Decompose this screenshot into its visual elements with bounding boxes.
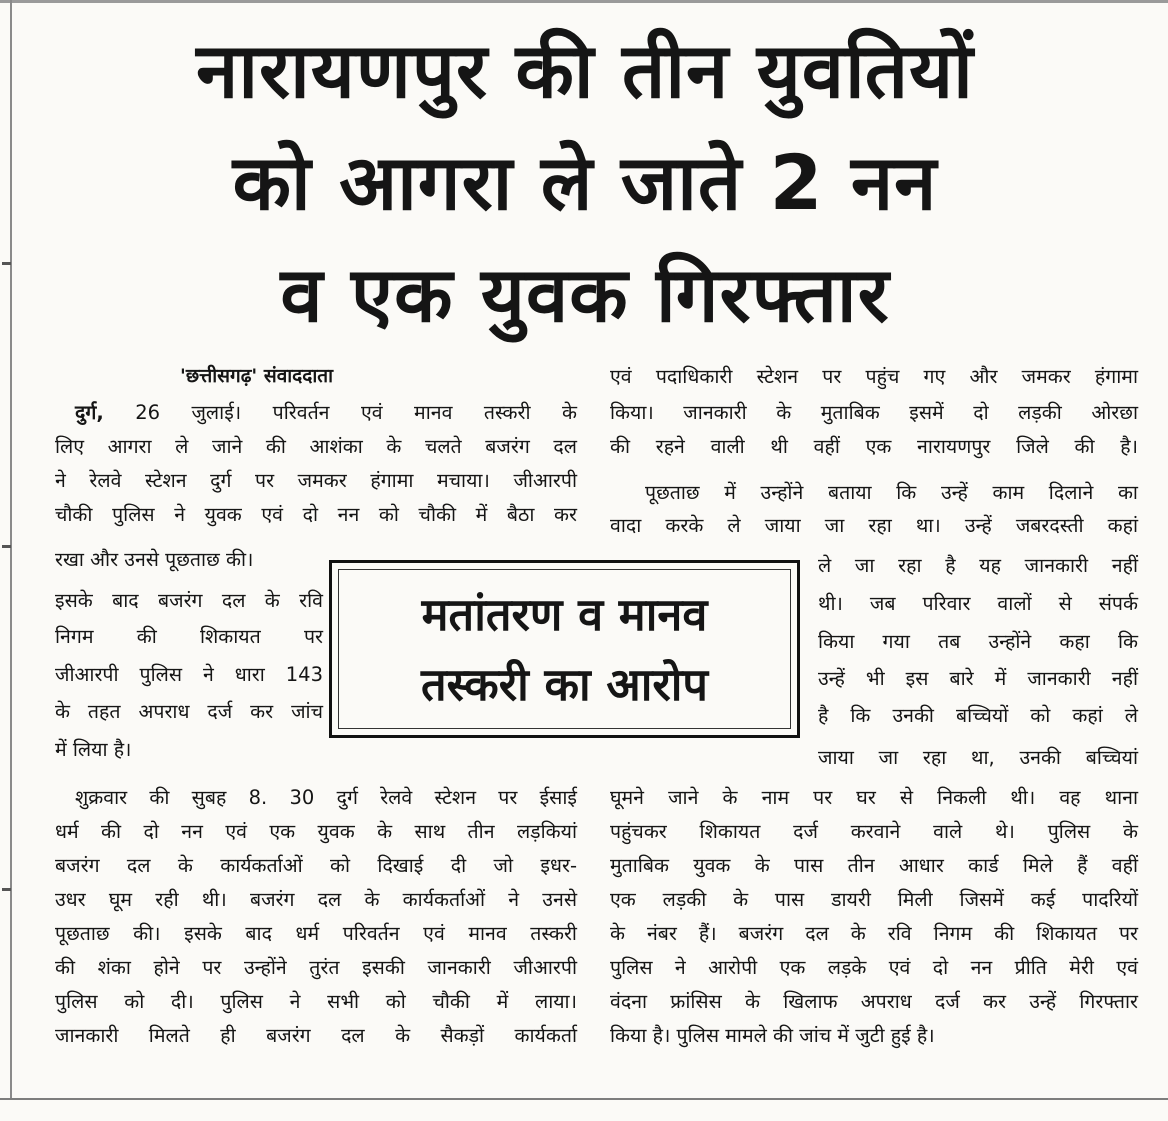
pull-quote-box [329, 560, 800, 738]
right-column-line: उन्हें भी इस बारे में जानकारी नहीं [818, 667, 1138, 690]
pull-quote-line-1: मतांतरण व मानव [421, 588, 708, 641]
left-column-line: निगम की शिकायत पर [55, 625, 323, 648]
margin-tick [2, 545, 11, 548]
right-column-line: ले जा रहा है यह जानकारी नहीं [818, 554, 1138, 577]
right-column-line: जाया जा रहा था, उनकी बच्चियां [818, 746, 1138, 769]
right-column-line: वंदना फ्रांसिस के खिलाफ अपराध दर्ज कर उन्हें गिरफ्तार [610, 990, 1138, 1013]
left-column-line: जीआरपी पुलिस ने धारा 143 [55, 663, 323, 686]
margin-tick [2, 888, 11, 891]
left-column-line [75, 398, 577, 428]
left-column-line: पूछताछ की। इसके बाद धर्म परिवर्तन एवं मानव तस्करी [55, 922, 577, 945]
right-column-line: मुताबिक युवक के पास तीन आधार कार्ड मिले हैं वहीं [610, 854, 1138, 877]
headline-line-1: नारायणपुर की तीन युवतियों [196, 26, 974, 115]
left-column-line: की शंका होने पर उन्होंने तुरंत इसकी जानकारी जीआरपी [55, 956, 577, 979]
headline-line-2: को आगरा ले जाते 2 नन [232, 138, 938, 227]
right-column-line: घूमने जाने के नाम पर घर से निकली थी। वह थाना [610, 786, 1138, 809]
left-column-line: के तहत अपराध दर्ज कर जांच [55, 700, 323, 723]
right-column-line: एवं पदाधिकारी स्टेशन पर पहुंच गए और जमकर हंगामा [610, 365, 1138, 388]
right-column-line: पुलिस ने आरोपी एक लड़के एवं दो नन प्रीति मेरी एवं [610, 956, 1138, 979]
right-column-line: पहुंचकर शिकायत दर्ज करवाने वाले थे। पुलिस के [610, 820, 1138, 843]
right-column-line: वादा करके ले जाया जा रहा था। उन्हें जबरदस्ती कहां [610, 514, 1138, 537]
byline: 'छत्तीसगढ़' संवाददाता [180, 365, 334, 387]
right-column-line: की रहने वाली थी वहीं एक नारायणपुर जिले की है। [610, 435, 1138, 458]
left-column-line: पुलिस को दी। पुलिस ने सभी को चौकी में लाया। [55, 990, 577, 1013]
left-column-line: ने रेलवे स्टेशन दुर्ग पर जमकर हंगामा मचाया। जीआरपी [55, 469, 577, 492]
left-column-line: रखा और उनसे पूछताछ की। [55, 548, 254, 571]
column-margin-line [10, 0, 12, 1098]
left-column-line: धर्म की दो नन एवं एक युवक के साथ तीन लड़कियां [55, 820, 577, 843]
left-column-line: शुक्रवार की सुबह 8. 30 दुर्ग रेलवे स्टेशन पर ईसाई [75, 786, 577, 809]
headline-line-3: व एक युवक गिरफ्तार [280, 250, 890, 339]
right-column-line: के नंबर हैं। बजरंग दल के रवि निगम की शिकायत पर [610, 922, 1138, 945]
left-column-line: जानकारी मिलते ही बजरंग दल के सैकड़ों कार्यकर्ता [55, 1024, 577, 1047]
left-column-line: बजरंग दल के कार्यकर्ताओं को दिखाई दी जो इधर- [55, 854, 577, 877]
left-column-line: उधर घूम रही थी। बजरंग दल के कार्यकर्ताओं ने उनसे [55, 888, 577, 911]
left-column-line: इसके बाद बजरंग दल के रवि [55, 589, 323, 612]
right-column-line: किया है। पुलिस मामले की जांच में जुटी हुई है। [610, 1024, 935, 1047]
margin-tick [2, 262, 11, 265]
left-line-text: 26 जुलाई। परिवर्तन एवं मानव तस्करी के [135, 401, 577, 424]
right-column-line: पूछताछ में उन्होंने बताया कि उन्हें काम दिलाने का [645, 481, 1138, 504]
right-column-line: एक लड़की के पास डायरी मिली जिसमें कई पादरियों [610, 888, 1138, 911]
pull-quote-line-2: तस्करी का आरोप [421, 658, 708, 711]
right-column-line: थी। जब परिवार वालों से संपर्क [818, 592, 1138, 615]
right-column-line: किया गया तब उन्होंने कहा कि [818, 630, 1138, 653]
dateline: दुर्ग, [75, 401, 104, 424]
top-rule [0, 0, 1168, 3]
left-column-line: चौकी पुलिस ने युवक एवं दो नन को चौकी में बैठा कर [55, 503, 577, 526]
left-column-line: लिए आगरा ले जाने की आशंका के चलते बजरंग दल [55, 435, 577, 458]
bottom-rule [0, 1098, 1168, 1100]
left-column-line: में लिया है। [55, 738, 132, 761]
right-column-line: है कि उनकी बच्चियों को कहां ले [818, 704, 1138, 727]
right-column-line: किया। जानकारी के मुताबिक इसमें दो लड़की ओरछा [610, 401, 1138, 424]
